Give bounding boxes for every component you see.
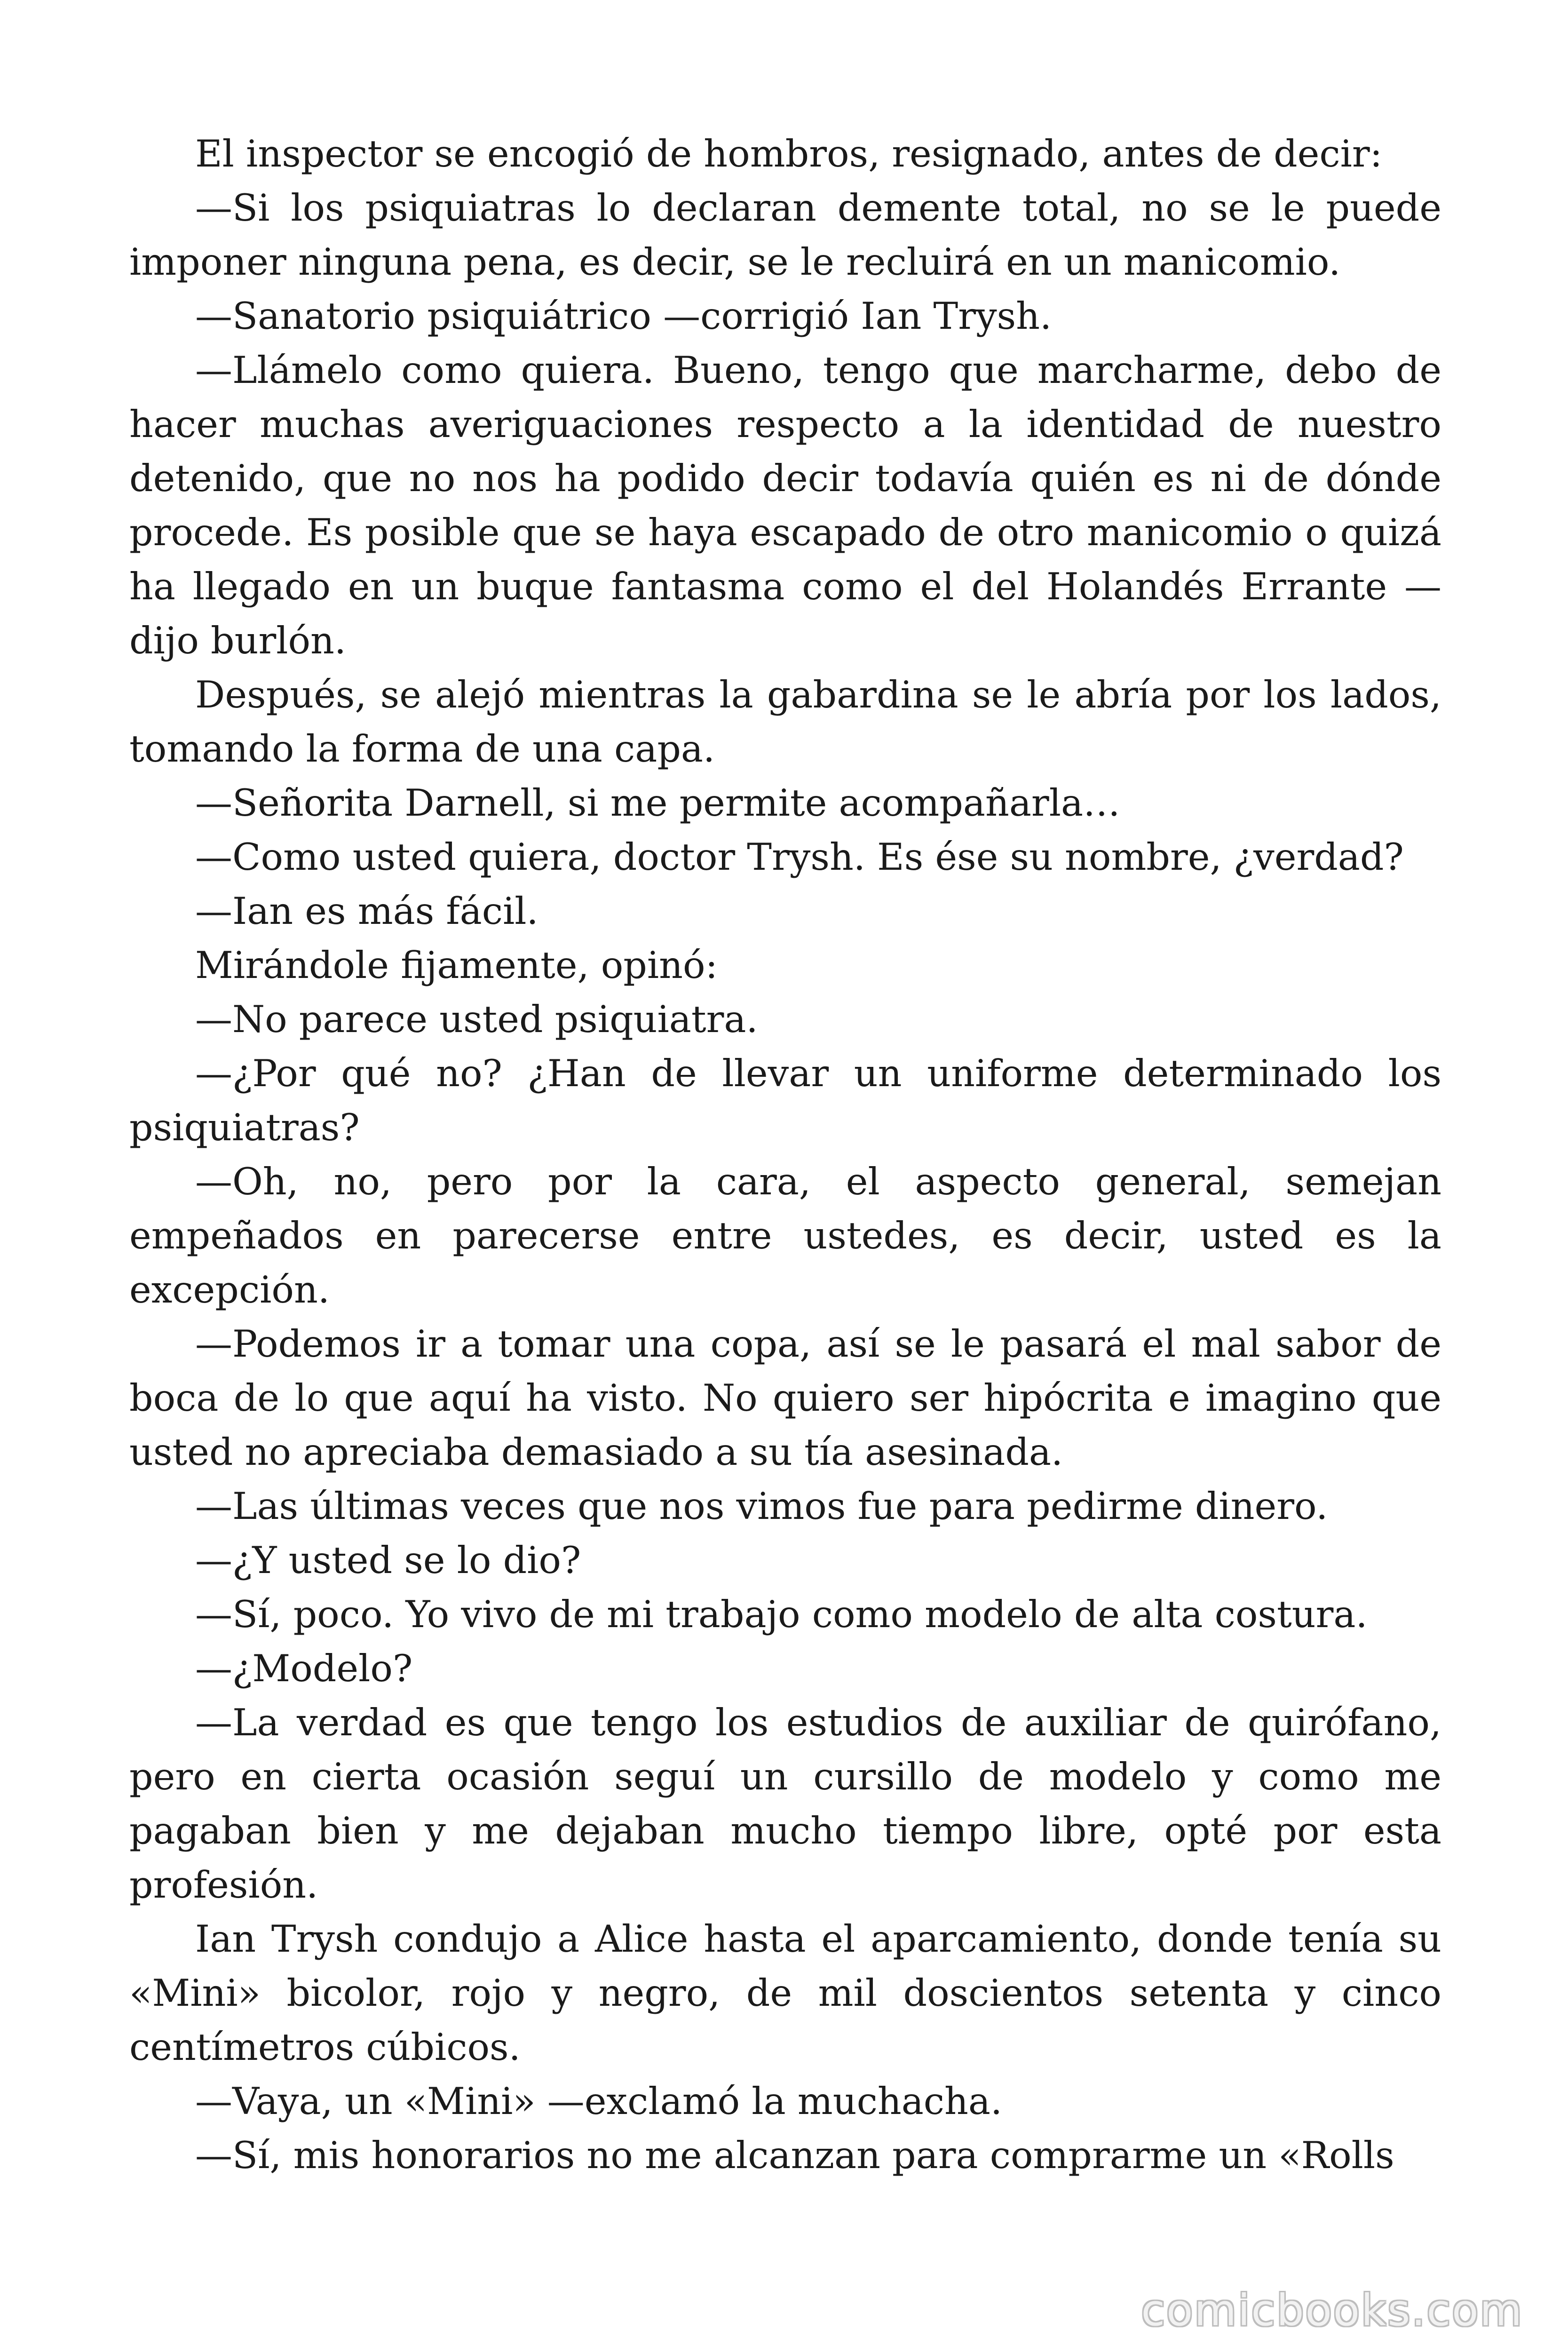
paragraph: —¿Por qué no? ¿Han de llevar un uniforme determinado los psiquiatras? bbox=[129, 1052, 1441, 1149]
paragraph: —Las últimas veces que nos vimos fue para pedirme dinero. bbox=[195, 1485, 1328, 1528]
paragraph: —No parece usted psiquiatra. bbox=[195, 998, 758, 1041]
paragraph: —¿Modelo? bbox=[195, 1647, 413, 1690]
paragraph: —Sí, mis honorarios no me alcanzan para comprarme un «Rolls bbox=[195, 2134, 1394, 2177]
paragraph: Mirándole fijamente, opinó: bbox=[195, 944, 718, 987]
paragraph: —Podemos ir a tomar una copa, así se le pasará el mal sabor de boca de lo que aquí ha visto. No quiero ser hipócrita e imagino que usted no apreciaba demasiado a su tía asesinada. bbox=[129, 1322, 1441, 1474]
paragraph: Después, se alejó mientras la gabardina se le abría por los lados, tomando la forma de una capa. bbox=[129, 673, 1441, 771]
paragraph: —Sanatorio psiquiátrico —corrigió Ian Trysh. bbox=[195, 294, 1052, 338]
paragraph: —Como usted quiera, doctor Trysh. Es ése su nombre, ¿verdad? bbox=[195, 835, 1404, 879]
paragraph: —Vaya, un «Mini» —exclamó la muchacha. bbox=[195, 2080, 1003, 2123]
paragraph: Ian Trysh condujo a Alice hasta el aparcamiento, donde tenía su «Mini» bicolor, rojo y negro, de mil doscientos setenta y cinco centímetros cúbicos. bbox=[129, 1917, 1441, 2069]
paragraph: —Oh, no, pero por la cara, el aspecto general, semejan empeñados en parecerse entre ustedes, es decir, usted es la excepción. bbox=[129, 1160, 1441, 1311]
page-body bbox=[129, 127, 1441, 2183]
paragraph: —Sí, poco. Yo vivo de mi trabajo como modelo de alta costura. bbox=[195, 1593, 1368, 1636]
watermark: comicbooks.com bbox=[1141, 2285, 1523, 2336]
paragraph: —¿Y usted se lo dio? bbox=[195, 1539, 581, 1582]
paragraph: El inspector se encogió de hombros, resignado, antes de decir: bbox=[195, 132, 1383, 175]
paragraph: —Ian es más fácil. bbox=[195, 890, 539, 933]
paragraph: —Si los psiquiatras lo declaran demente total, no se le puede imponer ninguna pena, es decir, se le recluirá en un manicomio. bbox=[129, 186, 1441, 284]
paragraph: —Señorita Darnell, si me permite acompañarla… bbox=[195, 781, 1121, 825]
paragraph: —Llámelo como quiera. Bueno, tengo que marcharme, debo de hacer muchas averiguaciones respecto a la identidad de nuestro detenido, que no nos ha podido decir todavía quién es ni de dónde procede. Es posible que se haya escapado de otro manicomio o quizá ha llegado en un buque fantasma como el del Holandés Errante —dijo burlón. bbox=[129, 349, 1441, 662]
paragraph: —La verdad es que tengo los estudios de auxiliar de quirófano, pero en cierta ocasión seguí un cursillo de modelo y como me pagaban bien y me dejaban mucho tiempo libre, opté por esta profesión. bbox=[129, 1701, 1441, 1907]
